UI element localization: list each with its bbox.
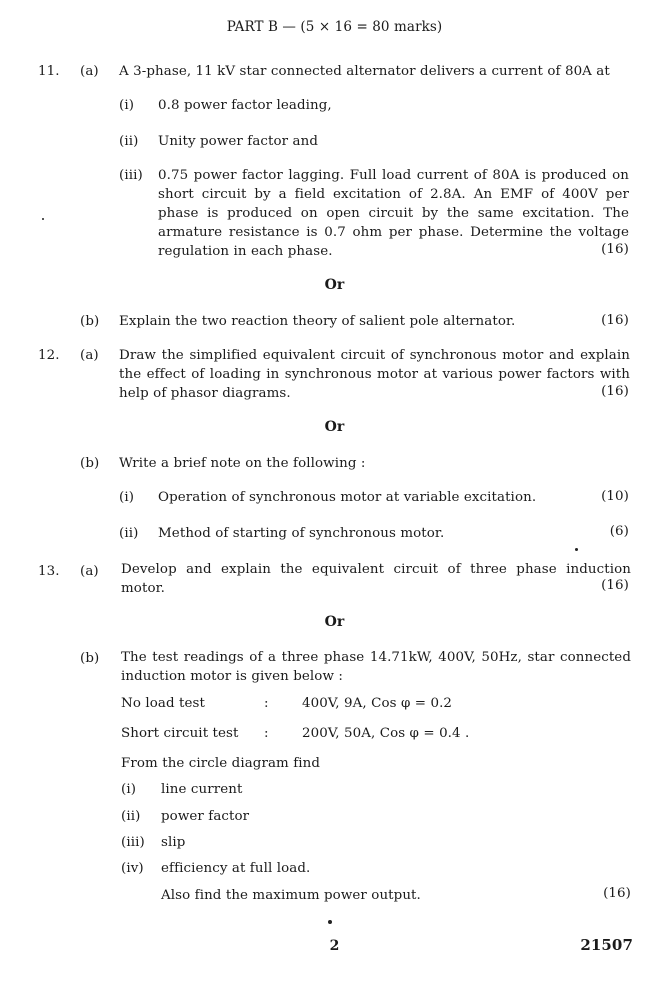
- question-text: Draw the simplified equivalent circuit of synchronous motor and explain the effect of loading in synchronous motor at various power factors with help of phasor diagrams.: [119, 348, 630, 401]
- section-header: PART B — (5 × 16 = 80 marks): [226, 19, 443, 35]
- test-separator: :: [264, 726, 269, 741]
- question-text: Write a brief note on the following :: [119, 456, 366, 471]
- question-text: Explain the two reaction theory of salient pole alternator.: [119, 314, 516, 329]
- item-text: line current: [161, 782, 243, 797]
- item-label: (iii): [119, 168, 143, 183]
- scan-speck: [575, 548, 578, 551]
- marks: (16): [603, 886, 631, 901]
- marks: (16): [601, 384, 629, 399]
- part-label: (b): [80, 651, 100, 666]
- or-separator: Or: [324, 419, 345, 435]
- item-text: power factor: [161, 809, 250, 824]
- question-text: Develop and explain the equivalent circuit of three phase induction motor.: [121, 562, 631, 596]
- item-text: 0.8 power factor leading,: [158, 98, 332, 113]
- item-text: slip: [161, 835, 186, 850]
- item-label: (iii): [121, 835, 145, 850]
- question-number: 11.: [38, 64, 60, 79]
- part-label: (a): [80, 564, 99, 579]
- question-number: 13.: [38, 564, 60, 579]
- item-label: (i): [119, 490, 135, 505]
- question-number: 12.: [38, 348, 60, 363]
- part-label: (b): [80, 456, 100, 471]
- item-label: (iv): [121, 861, 144, 876]
- item-label: (ii): [121, 809, 141, 824]
- marks: (10): [601, 489, 629, 504]
- part-label: (a): [80, 348, 99, 363]
- item-label: (ii): [119, 134, 139, 149]
- marks: (6): [609, 524, 629, 539]
- marks: (16): [601, 578, 629, 593]
- test-separator: :: [264, 696, 269, 711]
- marks: (16): [601, 242, 629, 257]
- scan-speck: [42, 218, 44, 220]
- item-text: efficiency at full load.: [161, 861, 311, 876]
- item-text: Unity power factor and: [158, 134, 318, 149]
- or-separator: Or: [324, 614, 345, 630]
- find-intro: From the circle diagram find: [121, 756, 321, 771]
- scan-speck: [328, 920, 332, 924]
- question-text: The test readings of a three phase 14.71kW, 400V, 50Hz, star connected induction motor is given below :: [121, 650, 631, 684]
- item-label: (i): [121, 782, 137, 797]
- page-number: 2: [329, 938, 340, 954]
- also-find-text: Also find the maximum power output.: [161, 888, 421, 903]
- test-value: 200V, 50A, Cos φ = 0.4 .: [302, 726, 470, 741]
- paper-code: 21507: [580, 936, 633, 954]
- item-label: (i): [119, 98, 135, 113]
- part-label: (b): [80, 314, 100, 329]
- item-text: 0.75 power factor lagging. Full load current of 80A is produced on short circuit by a field excitation of 2.8A. An EMF of 400V per phase is produced on open circuit by the same excitation. The armature resistance is 0.7 ohm per phase. Determine the voltage regulation in each phase.: [158, 168, 629, 259]
- item-text: Operation of synchronous motor at variable excitation.: [158, 490, 537, 505]
- item-text: Method of starting of synchronous motor.: [158, 526, 445, 541]
- question-text: A 3-phase, 11 kV star connected alternator delivers a current of 80A at: [119, 64, 610, 79]
- test-name: No load test: [121, 696, 205, 711]
- item-label: (ii): [119, 526, 139, 541]
- test-name: Short circuit test: [121, 726, 239, 741]
- part-label: (a): [80, 64, 99, 79]
- marks: (16): [601, 313, 629, 328]
- or-separator: Or: [324, 277, 345, 293]
- test-value: 400V, 9A, Cos φ = 0.2: [302, 696, 453, 711]
